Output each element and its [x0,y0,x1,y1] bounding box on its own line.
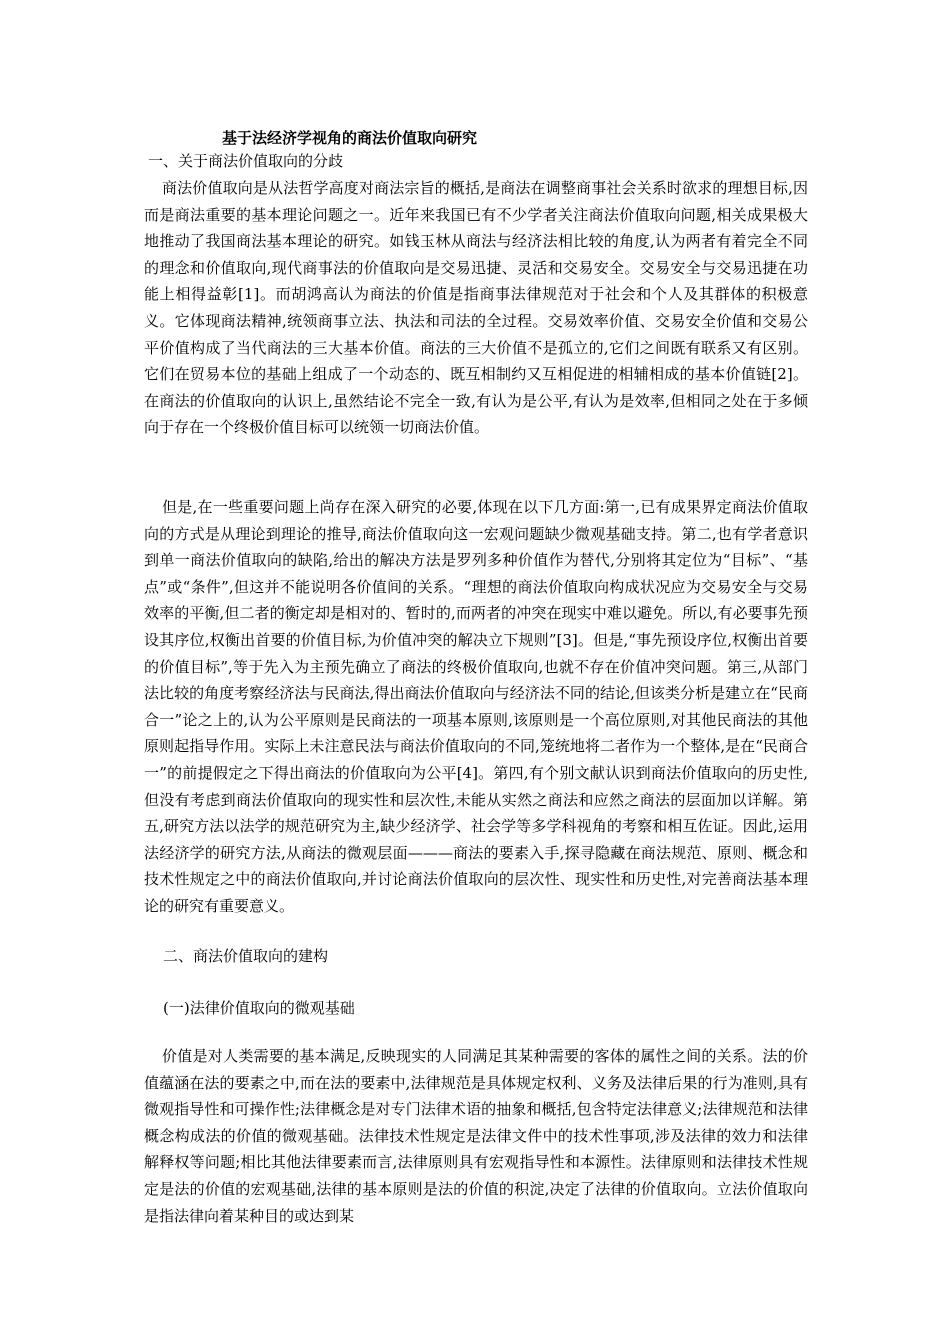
document-title: 基于法经济学视角的商法价值取向研究 [222,129,478,147]
section-heading-1: 一、关于商法价值取向的分歧 [148,152,344,170]
subsection-heading-1: (一)法律价值取向的微观基础 [163,999,355,1017]
paragraph-3: 价值是对人类需要的基本满足,反映现实的人同满足其某种需要的客体的属性之间的关系。法的价值蕴涵在法的要素之中,而在法的要素中,法律规范是具体规定权利、义务及法律后果的行为准则,具有微观指导性和可操作性;法律概念是对专门法律术语的抽象和概括,包含特定法律意义;法律规范和法律概念构成法的价值的微观基础。法律技术性规定是法律文件中的技术性事项,涉及法律的效力和法律解释权等问题;相比其他法律要素而言,法律原则具有宏观指导性和本源性。法律原则和法律技术性规定是法的价值的宏观基础,法律的基本原则是法的价值的积淀,决定了法律的价值取向。立法价值取向是指法律向着某种目的或达到某 [144,1047,808,1225]
paragraph-2: 但是,在一些重要问题上尚存在深入研究的必要,体现在以下几方面:第一,已有成果界定商法价值取向的方式是从理论到理论的推导,商法价值取向这一宏观问题缺少微观基础支持。第二,也有学者意识到单一商法价值取向的缺陷,给出的解决方法是罗列多种价值作为替代,分别将其定位为“目标”、“基点”或“条件”,但这并不能说明各价值间的关系。“理想的商法价值取向构成状况应为交易安全与交易效率的平衡,但二者的衡定却是相对的、暂时的,而两者的冲突在现实中难以避免。所以,有必要事先预设其序位,权衡出首要的价值目标,为价值冲突的解决立下规则”[3]。但是,“事先预设序位,权衡出首要的价值目标”,等于先入为主预先确立了商法的终极价值取向,也就不存在价值冲突问题。第三,从部门法比较的角度考察经济法与民商法,得出商法价值取向与经济法不同的结论,但该类分析是建立在“民商合一”论之上的,认为公平原则是民商法的一项基本原则,该原则是一个高位原则,对其他民商法的其他原则起指导作用。实际上未注意民法与商法价值取向的不同,笼统地将二者作为一个整体,是在“民商合一”的前提假定之下得出商法的价值取向为公平[4]。第四,有个别文献认识到商法价值取向的历史性,但没有考虑到商法价值取向的现实性和层次性,未能从实然之商法和应然之商法的层面加以详解。第五,研究方法以法学的规范研究为主,缺少经济学、社会学等多学科视角的考察和相互佐证。因此,运用法经济学的研究方法,从商法的微观层面———商法的要素入手,探寻隐藏在商法规范、原则、概念和技术性规定之中的商法价值取向,并讨论商法价值取向的层次性、现实性和历史性,对完善商法基本理论的研究有重要意义。 [144,498,808,915]
paragraph-1: 商法价值取向是从法哲学高度对商法宗旨的概括,是商法在调整商事社会关系时欲求的理想目标,因而是商法重要的基本理论问题之一。近年来我国已有不少学者关注商法价值取向问题,相关成果极大地推动了我国商法基本理论的研究。如钱玉林从商法与经济法相比较的角度,认为两者有着完全不同的理念和价值取向,现代商事法的价值取向是交易迅捷、灵活和交易安全。交易安全与交易迅捷在功能上相得益彰[1]。而胡鸿高认为商法的价值是指商事法律规范对于社会和个人及其群体的积极意义。它体现商法精神,统领商事立法、执法和司法的全过程。交易效率价值、交易安全价值和交易公平价值构成了当代商法的三大基本价值。商法的三大价值不是孤立的,它们之间既有联系又有区别。它们在贸易本位的基础上组成了一个动态的、既互相制约又互相促进的相辅相成的基本价值链[2]。在商法的价值取向的认识上,虽然结论不完全一致,有认为是公平,有认为是效率,但相同之处在于多倾向于存在一个终极价值目标可以统领一切商法价值。 [144,179,808,437]
section-heading-2: 二、商法价值取向的建构 [163,947,329,965]
